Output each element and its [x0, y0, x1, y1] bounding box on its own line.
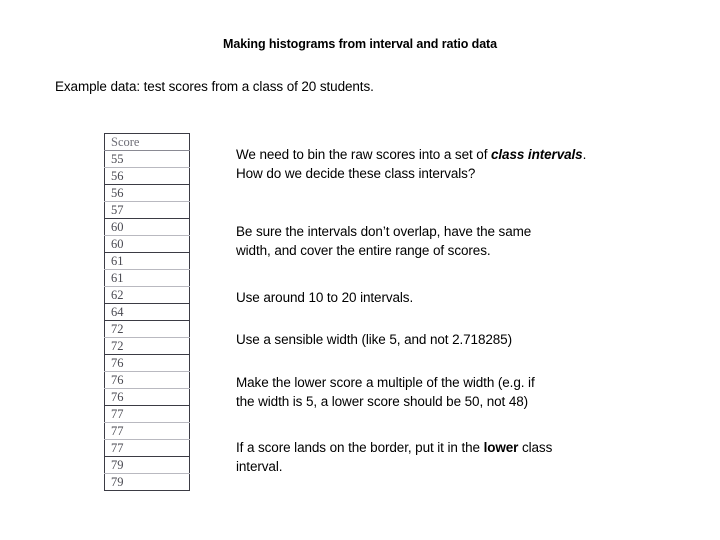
text-block-border-rule	[236, 438, 676, 476]
table-row	[105, 168, 190, 185]
table-row	[105, 423, 190, 440]
score-cell: 64	[105, 304, 190, 321]
block5-line1: Make the lower score a multiple of the width (e.g. if	[236, 375, 535, 390]
block1-line1	[236, 147, 586, 162]
score-cell: 72	[105, 338, 190, 355]
score-cell: 76	[105, 355, 190, 372]
block6-line2: interval.	[236, 459, 283, 474]
score-cell: 77	[105, 423, 190, 440]
score-column-header: Score	[105, 134, 190, 151]
block6-line1	[236, 440, 552, 455]
block1-emphasis: class intervals	[491, 147, 583, 162]
score-cell: 57	[105, 202, 190, 219]
score-cell: 61	[105, 270, 190, 287]
table-row	[105, 287, 190, 304]
table-row	[105, 355, 190, 372]
score-cell: 56	[105, 168, 190, 185]
table-row	[105, 321, 190, 338]
table-row	[105, 440, 190, 457]
score-cell: 79	[105, 457, 190, 474]
score-cell: 76	[105, 389, 190, 406]
block2-line2: width, and cover the entire range of scores.	[236, 243, 491, 258]
table-row	[105, 185, 190, 202]
table-row	[105, 304, 190, 321]
table-row	[105, 270, 190, 287]
block6-emphasis: lower	[483, 440, 519, 455]
table-row	[105, 219, 190, 236]
block1-text-a: We need to bin the raw scores into a set of	[236, 147, 491, 162]
text-block-overlap-rule	[236, 222, 676, 260]
block2-line1: Be sure the intervals don’t overlap, have the same	[236, 224, 532, 239]
block6-text-b: class	[518, 440, 553, 455]
score-cell: 77	[105, 440, 190, 457]
table-row	[105, 253, 190, 270]
score-cell: 72	[105, 321, 190, 338]
score-cell: 55	[105, 151, 190, 168]
score-cell: 56	[105, 185, 190, 202]
table-row	[105, 406, 190, 423]
score-cell: 62	[105, 287, 190, 304]
intro-text: Example data: test scores from a class of 20 students.	[55, 79, 374, 94]
score-table-body	[105, 134, 190, 491]
block4-line1: Use a sensible width (like 5, and not 2.718285)	[236, 332, 512, 347]
table-row	[105, 338, 190, 355]
text-block-binning	[236, 145, 676, 183]
text-block-interval-count	[236, 288, 676, 307]
block3-line1: Use around 10 to 20 intervals.	[236, 290, 414, 305]
block6-text-a: If a score lands on the border, put it in the	[236, 440, 484, 455]
score-cell: 76	[105, 372, 190, 389]
block1-text-b: .	[582, 147, 587, 162]
score-cell: 60	[105, 219, 190, 236]
table-row	[105, 372, 190, 389]
table-row	[105, 151, 190, 168]
table-row	[105, 474, 190, 491]
table-row	[105, 389, 190, 406]
table-row	[105, 236, 190, 253]
text-block-sensible-width	[236, 330, 676, 349]
block5-line2: the width is 5, a lower score should be 50, not 48)	[236, 394, 529, 409]
score-cell: 79	[105, 474, 190, 491]
score-table-container	[104, 133, 190, 491]
block1-line2: How do we decide these class intervals?	[236, 166, 476, 181]
score-cell: 77	[105, 406, 190, 423]
score-table	[104, 133, 190, 491]
table-row	[105, 202, 190, 219]
score-table-header-row	[105, 134, 190, 151]
page-title: Making histograms from interval and ratio data	[223, 37, 497, 51]
score-cell: 61	[105, 253, 190, 270]
score-cell: 60	[105, 236, 190, 253]
table-row	[105, 457, 190, 474]
text-block-lower-score-multiple	[236, 373, 676, 411]
